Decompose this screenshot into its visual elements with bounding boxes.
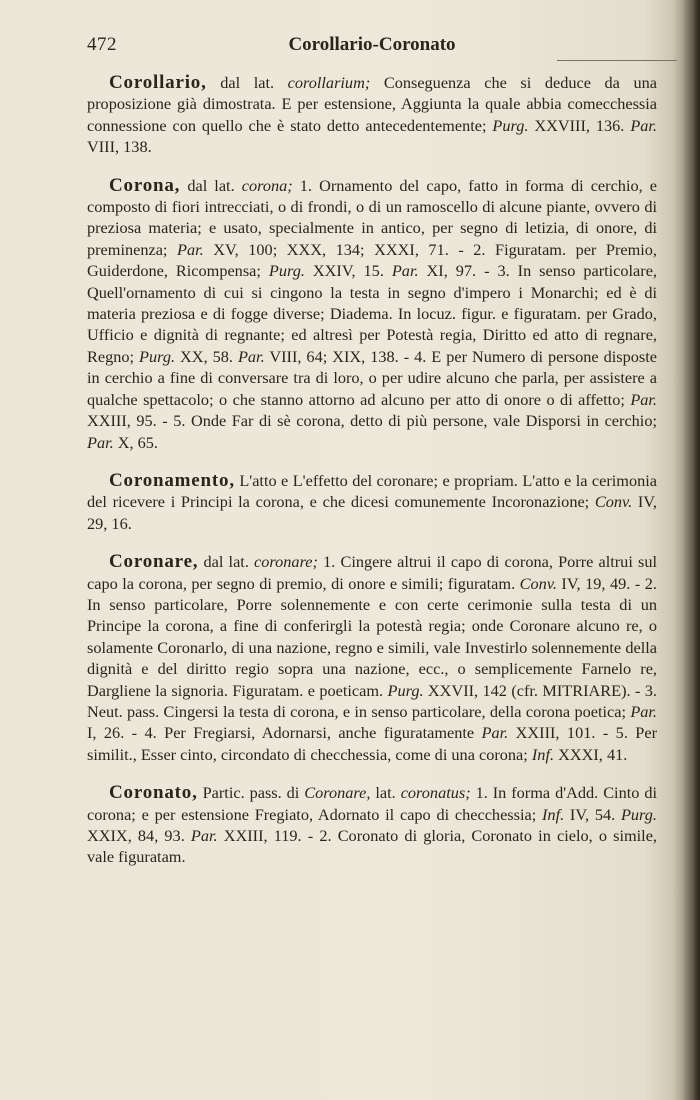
italic-text: Purg.: [268, 261, 305, 281]
entry-corona: [87, 175, 657, 453]
italic-text: Par.: [87, 432, 114, 452]
entry-corollario: [87, 72, 657, 158]
text-run: IV, 54.: [564, 804, 621, 824]
italic-text: coronare;: [254, 552, 318, 572]
entry-coronare: [87, 551, 657, 765]
page-number: 472: [87, 34, 117, 55]
italic-text: Purg.: [387, 680, 424, 700]
entry-coronato: [87, 782, 657, 868]
italic-text: Par.: [630, 115, 657, 135]
text-run: Conseguenza che si deduce da una proposizione già dimostrata. E per estensione, Aggiunta la quale abbia comecchessia connessione con quello che è stato detto antecedentemente;: [87, 73, 657, 135]
text-run: 1. Cingere altrui il capo di corona, Porre altrui sul capo la corona, per segno di premio, di onore e simili; figuratam.: [87, 552, 657, 593]
italic-text: Inf.: [531, 744, 555, 764]
italic-text: Conv.: [519, 573, 557, 593]
text-run: XXVIII, 136.: [528, 115, 631, 135]
headword: Coronare,: [109, 551, 199, 573]
entry-body: [87, 552, 657, 764]
text-run: VIII, 138.: [87, 137, 152, 157]
text-run: dal lat.: [206, 73, 288, 92]
text-run: XXIII, 119. - 2. Coronato di gloria, Coronato in cielo, o simile, vale figuratam.: [87, 826, 657, 867]
text-run: XI, 97. - 3. In senso particolare, Quell'ornamento di cui si cingono la testa in segno d'impero i Monarchi; ed è di materia preziosa e di fogge diverse; Diadema. In locuz. figur. e figuratam. per Grado, Ufficio e dignità di regnante; ed altresì per Potestà regia, Diritto ed atto di regnare, Regno;: [87, 261, 658, 366]
italic-text: Par.: [391, 261, 419, 281]
text-run: XXXI, 41.: [554, 744, 628, 764]
italic-text: Par.: [237, 346, 265, 366]
text-run: IV, 19, 49. - 2. In senso particolare, Porre solennemente e con certe cerimonie sulla testa di un Principe la corona, a fine di conferirgli la potestà regia; onde Coronare alcuno re, o solamente Coronarlo, di una nazione, regno e simili, vale Investirlo solennemente della dignità e del diritto regio sopra una nazione, ecc., o semplicemente Farnelo re, Dargliene la signoria. Figuratam. e poeticam.: [87, 573, 657, 700]
text-run: XV, 100; XXX, 134; XXXI, 71. - 2. Figuratam. per Premio, Guiderdone, Ricompensa;: [87, 239, 657, 281]
entry-coronamento: [87, 470, 657, 534]
text-run: XXIII, 95. - 5. Onde Far di sè corona, detto di più persone, vale Disporsi in cerchio;: [87, 411, 657, 431]
italic-text: Par.: [177, 239, 204, 259]
text-run: dal lat.: [180, 175, 242, 195]
italic-text: Par.: [630, 389, 657, 409]
running-head: Corollario-Coronato: [288, 34, 456, 55]
text-run: 1. Ornamento del capo, fatto in forma di cerchio, e composto di fiori intrecciati, o di frondi, o di un ramoscello di alcune piante, ovvero di preziosa materia; e usato, specialmente in antico, per segno di letizia, di onore, di preminenza;: [87, 175, 657, 259]
italic-text: corollarium;: [287, 73, 371, 92]
italic-text: Par.: [481, 723, 509, 743]
italic-text: corona;: [241, 175, 293, 195]
text-run: XXIV, 15.: [304, 261, 392, 281]
headword: Corollario,: [109, 72, 207, 93]
text-run: XXIII, 101. - 5. Per similit., Esser cinto, circondato di checchessia, come di una corona;: [87, 723, 658, 764]
italic-text: Purg.: [620, 804, 657, 824]
book-binding-edge: [682, 0, 700, 1100]
italic-text: Inf.: [542, 804, 565, 824]
italic-text: Conv.: [594, 492, 633, 512]
text-run: lat.: [370, 783, 401, 803]
text-run: X, 65.: [113, 432, 159, 452]
italic-text: Purg.: [139, 346, 176, 366]
text-run: XXIX, 84, 93.: [87, 826, 191, 845]
italic-text: Par.: [630, 701, 657, 721]
text-run: XXVII, 142 (cfr. MITRIARE). - 3. Neut. pass. Cingersi la testa di corona, e in senso particolare, della corona poetica;: [87, 680, 657, 721]
headword: Corona,: [109, 174, 181, 196]
headword: Coronato,: [109, 782, 198, 804]
text-run: L'atto e L'effetto del coronare; e propriam. L'atto e la cerimonia del ricevere i Principi la corona, e che dicesi comunemente Incoronazione;: [87, 470, 657, 512]
headword: Coronamento,: [109, 469, 235, 491]
header-rule: [557, 60, 677, 61]
text-run: dal lat.: [198, 552, 255, 572]
entry-body: [87, 176, 657, 452]
text-run: XX, 58.: [175, 346, 238, 366]
italic-text: Par.: [190, 826, 218, 845]
text-run: Partic. pass. di: [197, 783, 305, 803]
italic-text: Purg.: [492, 115, 529, 135]
italic-text: Coronare,: [304, 783, 371, 803]
text-run: VIII, 64; XIX, 138. - 4. E per Numero di persone disposte in cerchio a fine di conversare tra di loro, o per udire alcuno che parla, per assistere a qualche spettacolo; o che stanno attorno ad alcuno per atto di onore o di affetto;: [87, 346, 657, 409]
text-run: 1. In forma d'Add. Cinto di corona; e per estensione Fregiato, Adornato il capo di checchessia;: [87, 783, 657, 824]
text-run: I, 26. - 4. Per Fregiarsi, Adornarsi, anche figuratamente: [87, 723, 482, 743]
text-run: IV, 29, 16.: [87, 492, 657, 533]
dictionary-entries: [87, 72, 657, 885]
italic-text: coronatus;: [400, 783, 471, 803]
page-header: [87, 34, 657, 62]
